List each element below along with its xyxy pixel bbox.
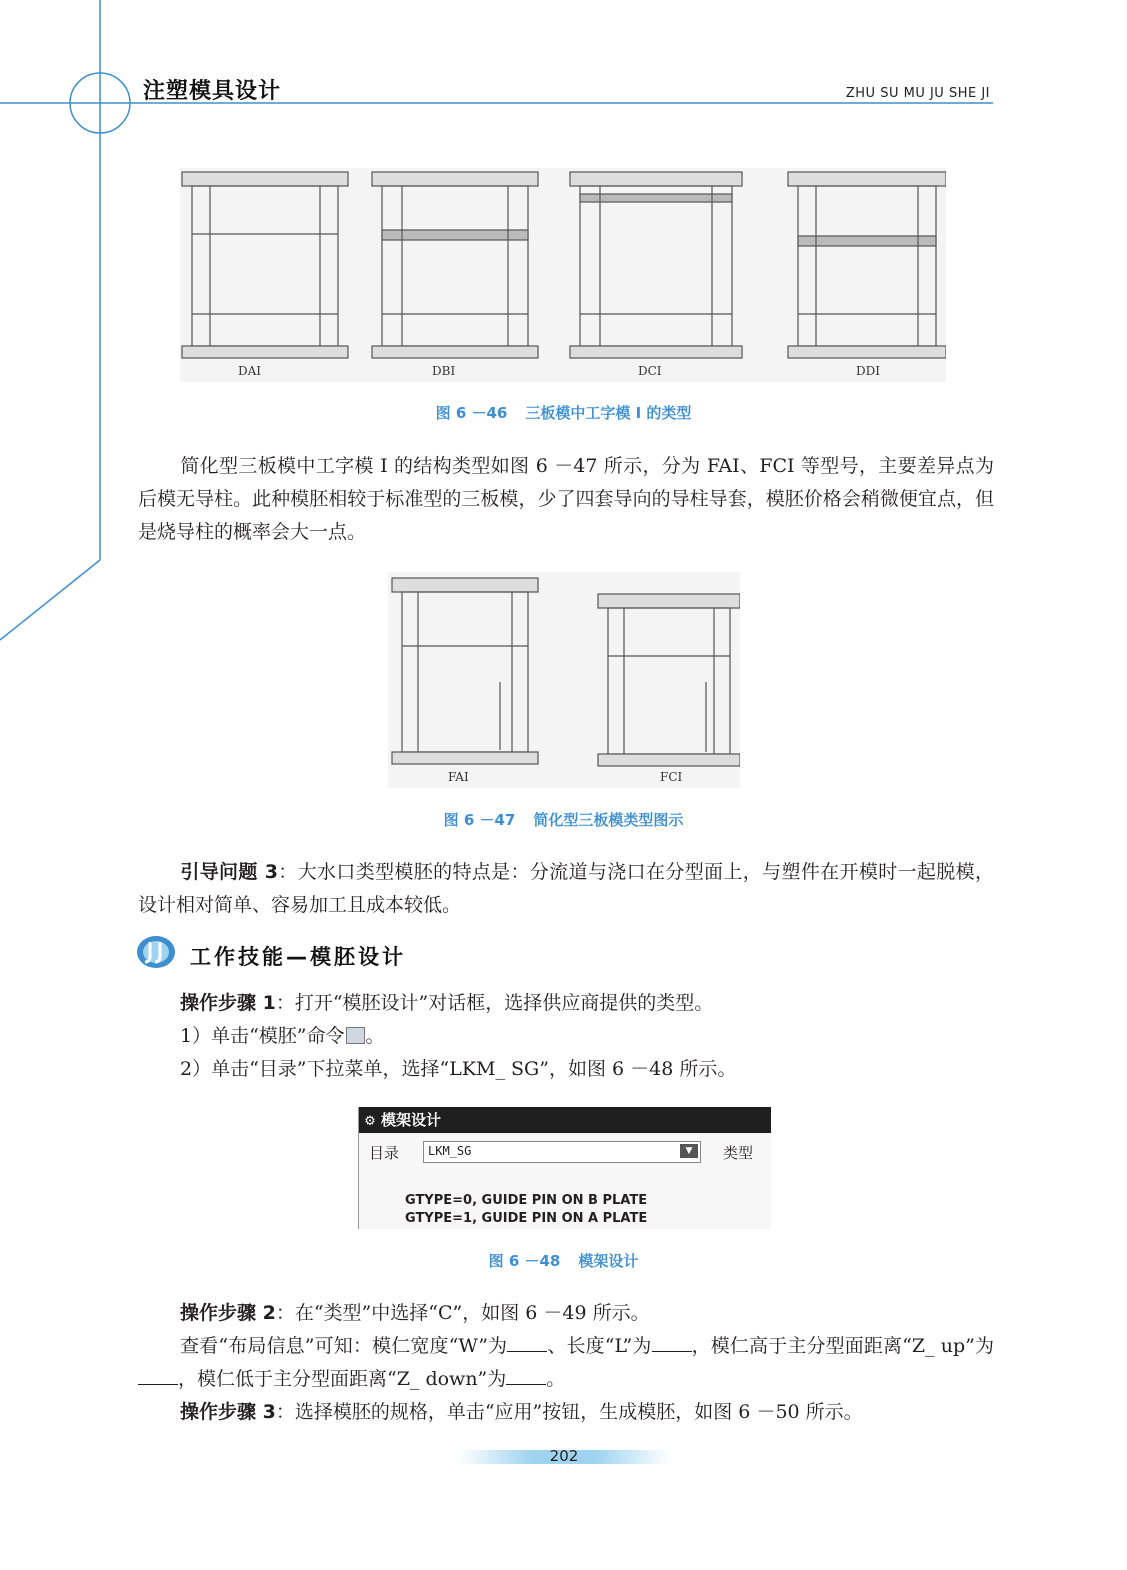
mold-drawings-47: [388, 572, 740, 788]
book-title: 注塑模具设计: [143, 79, 282, 104]
caption-number: 图 6 －48: [488, 1252, 561, 1270]
step-1-item-2: 2）单击“目录”下拉菜单，选择“LKM_ SG”，如图 6 －48 所示。: [180, 1058, 737, 1080]
gtype-line-1: GTYPE=0, GUIDE PIN ON B PLATE: [405, 1193, 648, 1208]
figure-6-47: [388, 572, 740, 788]
step-3: 操作步骤 3：选择模胚的规格，单击“应用”按钮，生成模胚，如图 6 －50 所示。: [180, 1401, 863, 1423]
step-2: 操作步骤 2：在“类型”中选择“C”，如图 6 －49 所示。: [180, 1302, 650, 1324]
guiding-question-3: 引导问题 3：大水口类型模胚的特点是：分流道与浇口在分型面上，与塑件在开模时一起脱模，设计相对简单、容易加工且成本较低。: [138, 861, 994, 916]
chevron-down-icon[interactable]: ▼: [680, 1144, 698, 1158]
book-title-pinyin: ZHU SU MU JU SHE JI: [845, 86, 990, 101]
step-1: 操作步骤 1：打开“模胚设计”对话框，选择供应商提供的类型。: [180, 992, 714, 1014]
type-label: 类型: [723, 1144, 754, 1162]
catalog-value: LKM_SG: [428, 1144, 472, 1158]
figure-6-46: [180, 168, 946, 382]
step-label: 操作步骤 3: [180, 1401, 276, 1423]
figure-label-ddi: DDI: [856, 364, 880, 378]
caption-text: 三板模中工字模 I 的类型: [525, 404, 692, 422]
page-number-bar: [458, 1446, 670, 1468]
dialog-body: [359, 1133, 771, 1229]
caption-number: 图 6 －46: [435, 404, 508, 422]
catalog-label: 目录: [369, 1144, 400, 1162]
section-icon: [136, 934, 180, 970]
mold-drawings-46: [180, 168, 946, 382]
moldbase-dialog-screenshot: [358, 1107, 771, 1229]
figure-label-dbi: DBI: [432, 364, 456, 378]
question-label: 引导问题 3: [180, 861, 278, 883]
figure-caption-6-48: [0, 1250, 1127, 1271]
page-number: 202: [549, 1447, 579, 1465]
figure-label-fai: FAI: [448, 770, 469, 784]
figure-label-dci: DCI: [638, 364, 662, 378]
gtype-line-2: GTYPE=1, GUIDE PIN ON A PLATE: [405, 1211, 648, 1226]
blank-w[interactable]: [507, 1337, 547, 1352]
caption-number: 图 6 －47: [443, 811, 516, 829]
paragraph-simplified-three-plate: 简化型三板模中工字模 I 的结构类型如图 6 －47 所示，分为 FAI、FCI 等型号，主要差异点为后模无导柱。此种模胚相较于标准型的三板模，少了四套导向的导柱导套，模胚价格会稍微便宜点，但是烧导柱的概率会大一点。: [138, 455, 994, 543]
dialog-title: 模架设计: [381, 1111, 442, 1129]
gear-icon: ⚙: [364, 1114, 376, 1129]
step-1-item-1: 1）单击“模胚”命令 。: [180, 1025, 385, 1047]
caption-text: 模架设计: [578, 1252, 639, 1270]
figure-caption-6-46: [0, 402, 1127, 423]
blank-z-up[interactable]: [138, 1370, 178, 1385]
figure-label-fci: FCI: [660, 770, 683, 784]
caption-text: 简化型三板模类型图示: [533, 811, 684, 829]
figure-label-dai: DAI: [238, 364, 262, 378]
section-title: 工作技能—模胚设计: [190, 945, 406, 969]
blank-l[interactable]: [652, 1337, 692, 1352]
step-2-layout-info: 查看“布局信息”可知：模仁宽度“W”为 、长度“L”为 ，模仁高于主分型面距离“Z_ up”为，模仁低于主分型面距离“Z_ down”为 。: [138, 1330, 994, 1396]
moldbase-command-icon: [346, 1027, 365, 1044]
step-label: 操作步骤 1: [180, 992, 276, 1014]
catalog-dropdown[interactable]: [423, 1141, 701, 1163]
dialog-title-bar: [359, 1107, 771, 1133]
blank-z-down[interactable]: [506, 1370, 546, 1385]
figure-caption-6-47: [0, 809, 1127, 830]
step-label: 操作步骤 2: [180, 1302, 276, 1324]
